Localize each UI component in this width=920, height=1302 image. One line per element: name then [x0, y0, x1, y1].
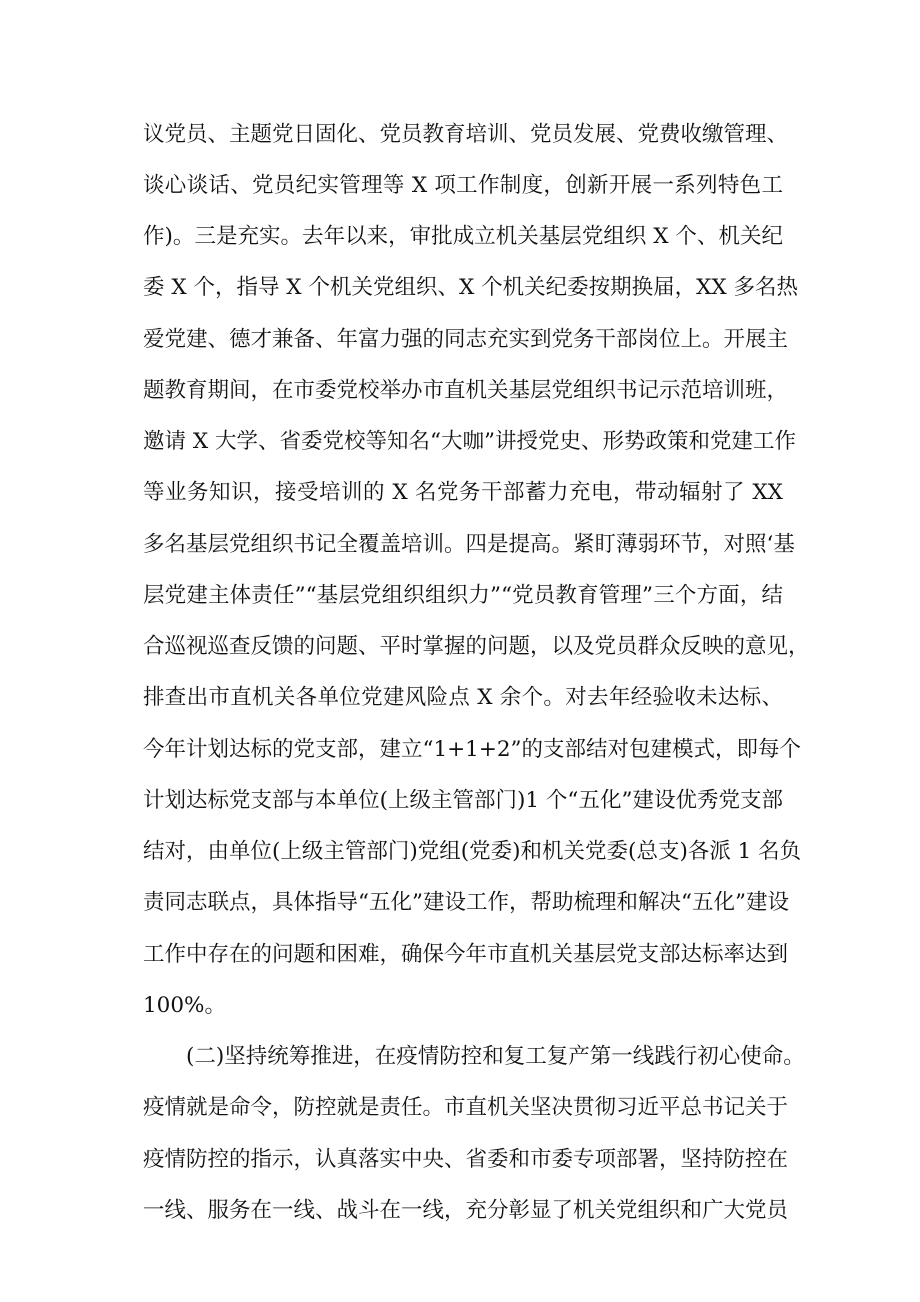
text-line: 多名基层党组织书记全覆盖培训。四是提高。紧盯薄弱环节，对照‘基: [143, 532, 795, 557]
text-line: 结对，由单位(上级主管部门)党组(党委)和机关党委(总支)各派 1 名负: [143, 839, 802, 864]
text-line: 议党员、主题党日固化、党员教育培训、党员发展、党费收缴管理、: [143, 122, 789, 147]
text-line: 爱党建、德才兼备、年富力强的同志充实到党务干部岗位上。开展主: [143, 327, 789, 352]
text-line: 计划达标党支部与本单位(上级主管部门)1 个“五化”建设优秀党支部: [143, 788, 783, 813]
text-line: 层党建主体责任”“基层党组织组织力”“党员教育管理”三个方面，结: [143, 583, 783, 608]
text-line: 工作中存在的问题和困难，确保今年市直机关基层党支部达标率达到: [143, 942, 789, 967]
text-line: 今年计划达标的党支部，建立“1+1+2”的支部结对包建模式，即每个: [143, 737, 802, 762]
text-line: 题教育期间，在市委党校举办市直机关基层党组织书记示范培训班，: [143, 378, 789, 403]
text-line: 等业务知识，接受培训的 X 名党务干部蓄力充电，带动辐射了 XX: [143, 480, 783, 505]
text-line: 疫情防控的指示，认真落实中央、省委和市委专项部署，坚持防控在: [143, 1147, 789, 1172]
text-line: 100%。: [143, 993, 226, 1018]
text-line: 疫情就是命令，防控就是责任。市直机关坚决贯彻习近平总书记关于: [143, 1095, 789, 1120]
text-line: 责同志联点，具体指导“五化”建设工作，帮助梳理和解决“五化”建设: [143, 890, 789, 915]
section-heading-line: (二)坚持统筹推进，在疫情防控和复工复产第一线践行初心使命。: [186, 1044, 805, 1069]
text-line: 作)。三是充实。去年以来，审批成立机关基层党组织 X 个、机关纪: [143, 224, 783, 249]
text-line: 谈心谈话、党员纪实管理等 X 项工作制度，创新开展一系列特色工: [143, 173, 783, 198]
text-line: 一线、服务在一线、战斗在一线，充分彰显了机关党组织和广大党员: [143, 1198, 789, 1223]
text-line: 邀请 X 大学、省委党校等知名“大咖”讲授党史、形势政策和党建工作: [143, 429, 796, 454]
text-line: 排查出市直机关各单位党建风险点 X 余个。对去年经验收未达标、: [143, 685, 783, 710]
text-line: 委 X 个，指导 X 个机关党组织、X 个机关纪委按期换届，XX 多名热: [143, 275, 799, 300]
text-line: 合巡视巡查反馈的问题、平时掌握的问题，以及党员群众反映的意见，: [143, 634, 810, 659]
